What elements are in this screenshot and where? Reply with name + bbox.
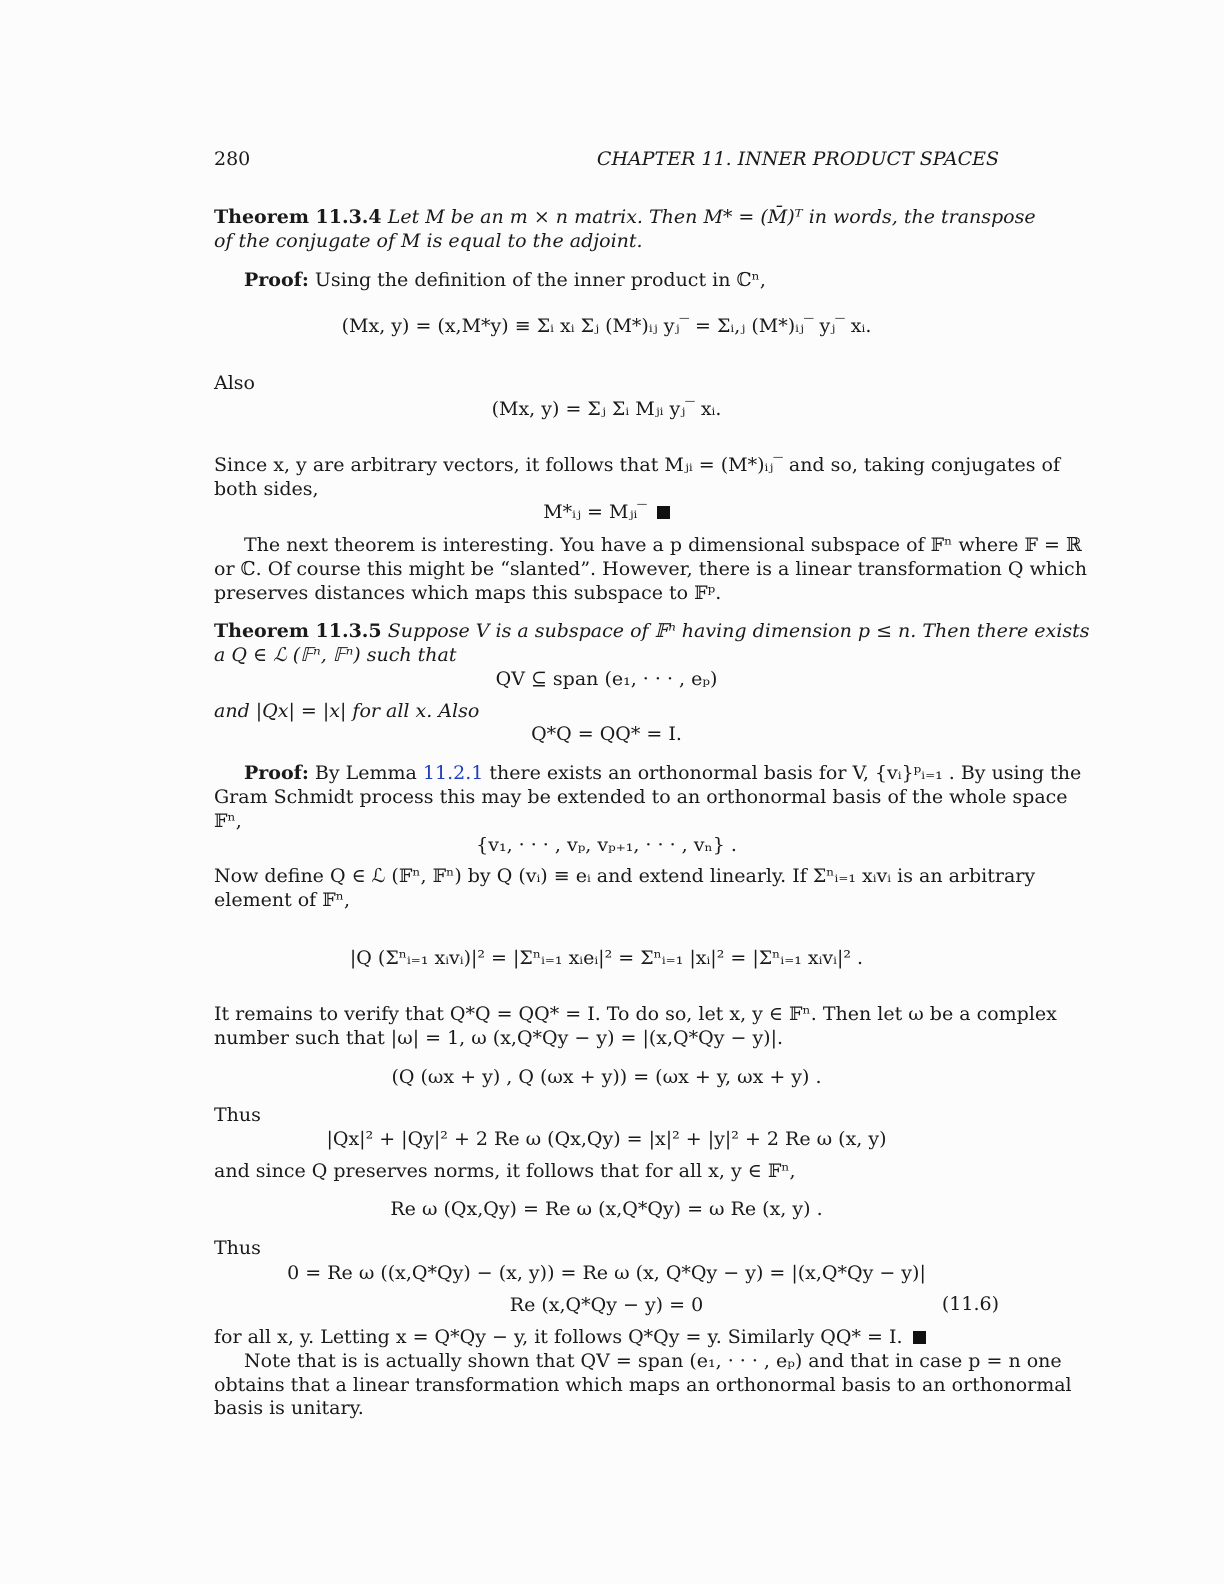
proof-text: there exists an orthonormal basis for V, {vᵢ}ᵖᵢ₌₁ . By using the xyxy=(489,762,1082,784)
equation-final: Re (x,Q*Qy − y) = 0 xyxy=(509,1294,704,1316)
equation-unitary: Q*Q = QQ* = I. xyxy=(531,723,682,745)
equation-expand: |Qx|² + |Qy|² + 2 Re ω (Qx,Qy) = |x|² + |y|² + 2 Re ω (x, y) xyxy=(326,1128,887,1150)
equation-conjugate xyxy=(214,500,999,524)
paragraph-line2: or ℂ. Of course this might be “slanted”. However, there is a linear transformation Q which xyxy=(214,558,1087,580)
proof-label: Proof: xyxy=(244,762,309,784)
note-line1: Note that is is actually shown that QV = span (e₁, · · · , eₚ) and that in case p = n one xyxy=(244,1350,1062,1372)
equation-span: QV ⊆ span (e₁, · · · , eₚ) xyxy=(495,668,718,690)
thus-label: Thus xyxy=(214,1104,261,1126)
proof2-line5: element of 𝔽ⁿ, xyxy=(214,889,350,911)
equation-inner-omega: (Q (ωx + y) , Q (ωx + y)) = (ωx + y, ωx + y) . xyxy=(391,1066,822,1088)
page xyxy=(214,0,1090,1584)
theorem-11-3-5-line2: a Q ∈ ℒ (𝔽ⁿ, 𝔽ⁿ) such that xyxy=(214,644,457,666)
proof-text: for all x, y. Letting x = Q*Qy − y, it follows Q*Qy = y. Similarly QQ* = I. xyxy=(214,1326,903,1348)
paragraph-line1: The next theorem is interesting. You have a p dimensional subspace of 𝔽ⁿ where 𝔽 = ℝ xyxy=(244,534,1082,556)
qed-square-icon xyxy=(913,1331,926,1344)
page-number: 280 xyxy=(214,148,251,170)
theorem-11-3-4-line2: of the conjugate of M is equal to the adjoint. xyxy=(214,230,643,252)
theorem-label: Theorem 11.3.5 xyxy=(214,620,382,642)
since-line2: both sides, xyxy=(214,478,319,500)
running-title: CHAPTER 11. INNER PRODUCT SPACES xyxy=(596,148,999,170)
proof2-line9 xyxy=(214,1325,999,1349)
proof2-line2: Gram Schmidt process this may be extended to an orthonormal basis of the whole space xyxy=(214,786,1068,808)
also-label: Also xyxy=(214,372,255,394)
theorem-text: Suppose V is a subspace of 𝔽ⁿ having dimension p ≤ n. Then there exists xyxy=(387,620,1090,642)
lemma-link[interactable]: 11.2.1 xyxy=(422,762,484,784)
equation-real-part: Re ω (Qx,Qy) = Re ω (x,Q*Qy) = ω Re (x, y) . xyxy=(390,1198,823,1220)
theorem-11-3-4-line1 xyxy=(214,205,1036,229)
proof1-intro xyxy=(214,268,999,292)
equation-zero: 0 = Re ω ((x,Q*Qy) − (x, y)) = Re ω (x, Q*Qy − y) = |(x,Q*Qy − y)| xyxy=(287,1262,926,1284)
proof2-line8: and since Q preserves norms, it follows that for all x, y ∈ 𝔽ⁿ, xyxy=(214,1160,796,1182)
proof2-line6: It remains to verify that Q*Q = QQ* = I. To do so, let x, y ∈ 𝔽ⁿ. Then let ω be a complex xyxy=(214,1003,1057,1025)
equation-number: (11.6) xyxy=(941,1293,999,1315)
thus-label: Thus xyxy=(214,1237,261,1259)
proof-label: Proof: xyxy=(244,269,309,291)
theorem-text: Let M be an m × n matrix. Then M* = (M̄)ᵀ in words, the transpose xyxy=(387,206,1036,228)
equation-inner-product-sum: (Mx, y) = (x,M*y) ≡ Σᵢ xᵢ Σⱼ (M*)ᵢⱼ yⱼ‾ = Σᵢ,ⱼ (M*)ᵢⱼ‾ yⱼ‾ xᵢ. xyxy=(341,315,872,337)
equation-basis: {v₁, · · · , vₚ, vₚ₊₁, · · · , vₙ} . xyxy=(476,834,737,856)
proof2-line4: Now define Q ∈ ℒ (𝔽ⁿ, 𝔽ⁿ) by Q (vᵢ) ≡ eᵢ and extend linearly. If Σⁿᵢ₌₁ xᵢvᵢ is an arbitrary xyxy=(214,865,1036,887)
proof2-line1 xyxy=(214,761,1082,785)
proof-text: By Lemma xyxy=(314,762,417,784)
theorem-11-3-5-line3: and |Qx| = |x| for all x. Also xyxy=(214,700,480,722)
equation-double-sum: (Mx, y) = Σⱼ Σᵢ Mⱼᵢ yⱼ‾ xᵢ. xyxy=(491,398,722,420)
equation-norm-preserve: |Q (Σⁿᵢ₌₁ xᵢvᵢ)|² = |Σⁿᵢ₌₁ xᵢeᵢ|² = Σⁿᵢ₌₁ |xᵢ|² = |Σⁿᵢ₌₁ xᵢvᵢ|² . xyxy=(349,947,864,969)
theorem-label: Theorem 11.3.4 xyxy=(214,206,382,228)
since-line1: Since x, y are arbitrary vectors, it follows that Mⱼᵢ = (M*)ᵢⱼ‾ and so, taking conjugates of xyxy=(214,454,1060,476)
note-line2: obtains that a linear transformation which maps an orthonormal basis to an orthonormal xyxy=(214,1374,1072,1396)
paragraph-line3: preserves distances which maps this subspace to 𝔽ᵖ. xyxy=(214,582,722,604)
proof2-line7: number such that |ω| = 1, ω (x,Q*Qy − y) = |(x,Q*Qy − y)|. xyxy=(214,1027,784,1049)
theorem-11-3-5-line1 xyxy=(214,619,1090,643)
qed-square-icon xyxy=(657,506,670,519)
note-line3: basis is unitary. xyxy=(214,1397,364,1419)
equation-conjugate-text: M*ᵢⱼ = Mⱼᵢ‾ xyxy=(543,501,647,523)
proof-text: Using the definition of the inner product in ℂⁿ, xyxy=(314,269,766,291)
proof2-line3: 𝔽ⁿ, xyxy=(214,810,242,832)
